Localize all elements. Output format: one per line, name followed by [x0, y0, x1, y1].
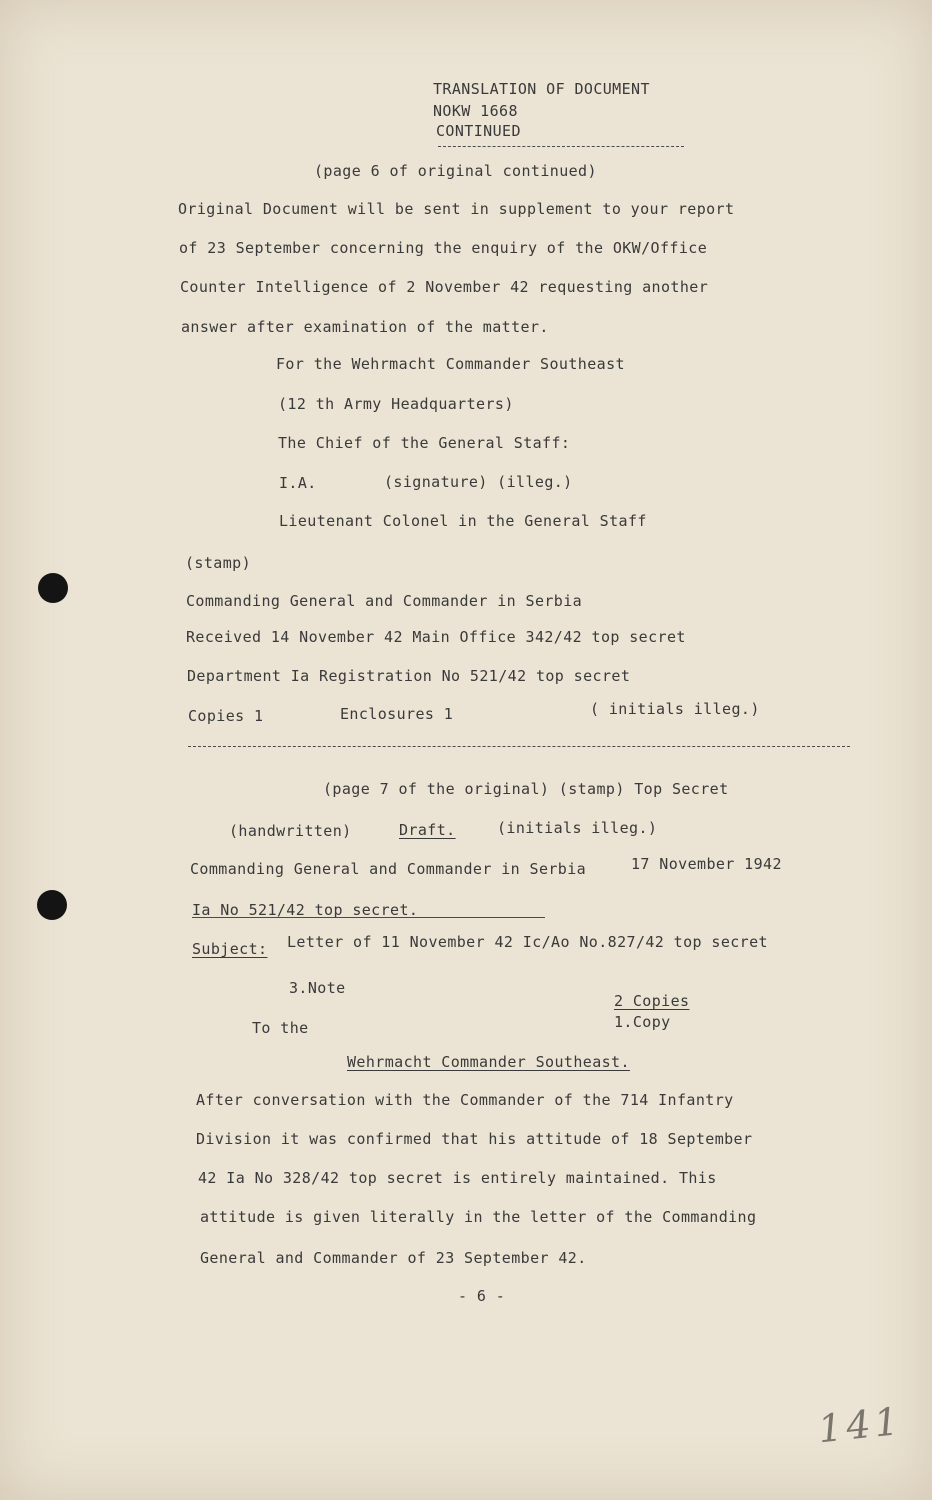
signature-hq: (12 th Army Headquarters) — [278, 395, 514, 413]
subject-text: Letter of 11 November 42 Ic/Ao No.827/42 top secret — [287, 933, 768, 951]
document-title: TRANSLATION OF DOCUMENT — [433, 80, 650, 98]
to-label: To the — [252, 1019, 309, 1037]
para2-line5: General and Commander of 23 September 42. — [200, 1249, 587, 1267]
letter-date: 17 November 1942 — [631, 855, 782, 873]
header-divider — [438, 146, 684, 147]
para1-line1: Original Document will be sent in supplement to your report — [178, 200, 735, 218]
handwritten-note: (handwritten) — [229, 822, 352, 840]
stamp-line1: Commanding General and Commander in Serbia — [186, 592, 583, 610]
subject-label: Subject: — [192, 940, 268, 958]
sender-line: Commanding General and Commander in Serbia — [190, 860, 587, 878]
section-divider — [188, 746, 850, 747]
note-label: 3.Note — [289, 979, 346, 997]
punch-hole-lower — [37, 890, 67, 920]
reference-number: Ia No 521/42 top secret. — [192, 901, 419, 919]
stamp-initials: ( initials illeg.) — [590, 700, 760, 718]
document-number: NOKW 1668 — [433, 102, 518, 120]
copy-label: 1.Copy — [614, 1013, 671, 1031]
copies-count: 2 Copies — [614, 992, 690, 1010]
document-status: CONTINUED — [436, 122, 521, 140]
para2-line3: 42 Ia No 328/42 top secret is entirely maintained. This — [198, 1169, 717, 1187]
signature-rank: Lieutenant Colonel in the General Staff — [279, 512, 647, 530]
stamp-copies: Copies 1 — [188, 707, 264, 725]
signature-for: For the Wehrmacht Commander Southeast — [276, 355, 625, 373]
signature-illegible: (signature) (illeg.) — [384, 473, 573, 491]
reference-underline — [192, 917, 545, 918]
para1-line2: of 23 September concerning the enquiry of the OKW/Office — [179, 239, 708, 257]
stamp-line3: Department Ia Registration No 521/42 top secret — [187, 667, 631, 685]
para1-line4: answer after examination of the matter. — [181, 318, 549, 336]
pencil-page-number: 141 — [815, 1398, 905, 1452]
page-note-6: (page 6 of original continued) — [314, 162, 597, 180]
stamp-label: (stamp) — [185, 554, 252, 572]
para2-line1: After conversation with the Commander of the 714 Infantry — [196, 1091, 734, 1109]
page-note-7: (page 7 of the original) (stamp) Top Secret — [323, 780, 729, 798]
draft-label: Draft. — [399, 821, 456, 839]
para2-line2: Division it was confirmed that his attitude of 18 September — [196, 1130, 753, 1148]
stamp-enclosures: Enclosures 1 — [340, 705, 454, 723]
signature-chief: The Chief of the General Staff: — [278, 434, 571, 452]
signature-ia: I.A. — [279, 474, 317, 492]
para1-line3: Counter Intelligence of 2 November 42 requesting another — [180, 278, 709, 296]
stamp-line2: Received 14 November 42 Main Office 342/42 top secret — [186, 628, 686, 646]
addressee: Wehrmacht Commander Southeast. — [347, 1053, 630, 1071]
page-number: - 6 - — [458, 1287, 506, 1305]
para2-line4: attitude is given literally in the letter of the Commanding — [200, 1208, 757, 1226]
draft-initials: (initials illeg.) — [497, 819, 658, 837]
punch-hole-upper — [38, 573, 68, 603]
